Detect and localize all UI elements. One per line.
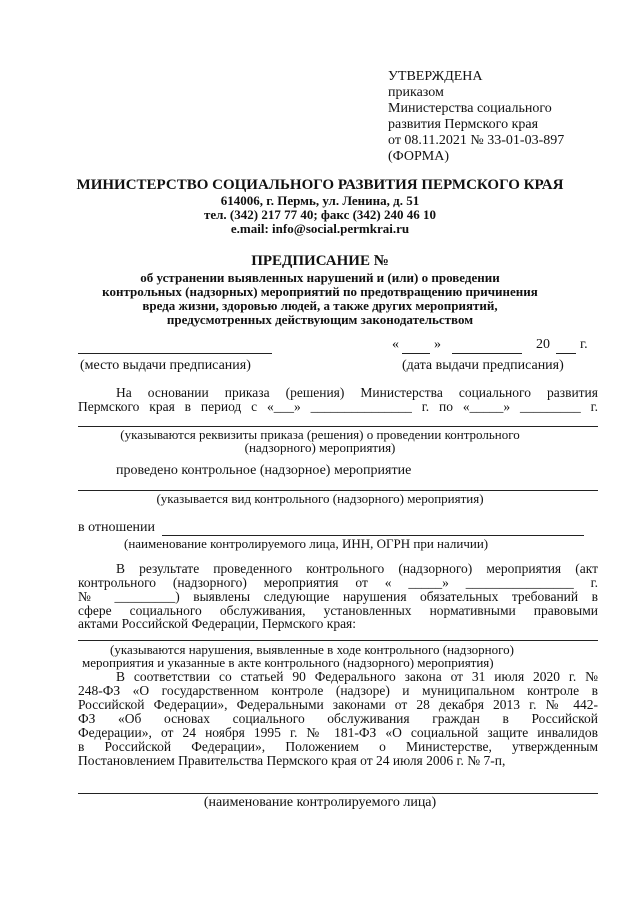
result-line: № _________) выявлены следующие нарушения обязательных требований в (78, 589, 598, 604)
result-line: сфере социального обслуживания, установленных нормативными правовыми (78, 603, 598, 618)
law-line: Постановлением Правительства Пермского края от 24 июля 2006 г. № 7-п, (78, 753, 506, 768)
ministry-address: 614006, г. Пермь, ул. Ленина, д. 51 (220, 193, 420, 208)
law-line: ФЗ «Об основах социального обслуживания граждан в Российской (78, 711, 598, 726)
title-sub: вреда жизни, здоровью людей, а также других мероприятий, (142, 298, 498, 313)
result-line: актами Российской Федерации, Пермского края: (78, 616, 357, 631)
event-caption: (указывается вид контрольного (надзорного) мероприятия) (156, 491, 484, 506)
place-caption: (место выдачи предписания) (80, 358, 251, 373)
date-quote-open: « (392, 337, 399, 352)
title-sub: контрольных (надзорных) мероприятий по предотвращению причинения (102, 284, 538, 299)
basis-line: На основании приказа (решения) Министерства социального развития (116, 385, 598, 400)
title-main: ПРЕДПИСАНИЕ № (251, 253, 389, 269)
form-label: (ФОРМА) (388, 149, 450, 164)
basis-caption: (надзорного) мероприятия) (244, 440, 396, 455)
ministry-name: МИНИСТЕРСТВО СОЦИАЛЬНОГО РАЗВИТИЯ ПЕРМСКОГО КРАЯ (76, 177, 564, 193)
law-line: Федерации», от 24 ноября 1995 г. № 181-ФЗ «О социальной защите инвалидов (78, 725, 598, 740)
law-line: 248-ФЗ «О государственном контроле (надзоре) и муниципальном контроле в (78, 683, 598, 698)
day-line (402, 353, 430, 354)
subject-caption: (наименование контролируемого лица, ИНН, ОГРН при наличии) (124, 536, 489, 551)
footer-blank-line (78, 793, 598, 794)
title-sub: предусмотренных действующим законодательством (166, 312, 474, 327)
result-line: В результате проведенного контрольного (надзорного) мероприятия (акт (116, 561, 598, 576)
footer-caption: (наименование контролируемого лица) (203, 795, 437, 810)
approval-title: УТВЕРЖДЕНА (388, 69, 483, 84)
result-line: контрольного (надзорного) мероприятия от « _____» ________________ г. (78, 575, 598, 590)
violations-blank-line (78, 640, 598, 641)
subject-label: в отношении (78, 520, 156, 535)
approval-order-number: от 08.11.2021 № 33-01-03-897 (388, 133, 565, 148)
violations-caption: мероприятия и указанные в акте контрольного (надзорного) мероприятия) (82, 655, 494, 670)
year-suffix: г. (580, 337, 588, 352)
law-line: в Российской Федерации», Положением о Министерстве, утвержденным (78, 739, 598, 754)
date-quote-close: » (434, 337, 441, 352)
violations-caption: (указываются нарушения, выявленные в ходе контрольного (надзорного) (110, 642, 514, 657)
place-line (78, 353, 272, 354)
basis-caption: (указываются реквизиты приказа (решения) о проведении контрольного (120, 427, 520, 442)
event-text: проведено контрольное (надзорное) мероприятие (116, 463, 412, 478)
year-prefix: 20 (536, 337, 550, 352)
date-caption: (дата выдачи предписания) (402, 358, 564, 373)
approval-line: Министерства социального (388, 101, 552, 116)
year-line (556, 353, 576, 354)
law-line: В соответствии со статьей 90 Федерального закона от 31 июля 2020 г. № (116, 669, 598, 684)
ministry-phone: тел. (342) 217 77 40; факс (342) 240 46 10 (203, 207, 437, 222)
approval-line: развития Пермского края (388, 117, 539, 132)
title-sub: об устранении выявленных нарушений и (или) о проведении (140, 270, 500, 285)
law-line: Российской Федерации», Федеральными законами от 28 декабря 2013 г. № 442- (78, 697, 598, 712)
month-line (452, 353, 522, 354)
approval-line: приказом (388, 85, 444, 100)
basis-period-line: Пермского края в период с «___» _______________ г. по «_____» _________ г. (78, 399, 598, 414)
ministry-email: e.mail: info@social.permkrai.ru (230, 221, 410, 236)
